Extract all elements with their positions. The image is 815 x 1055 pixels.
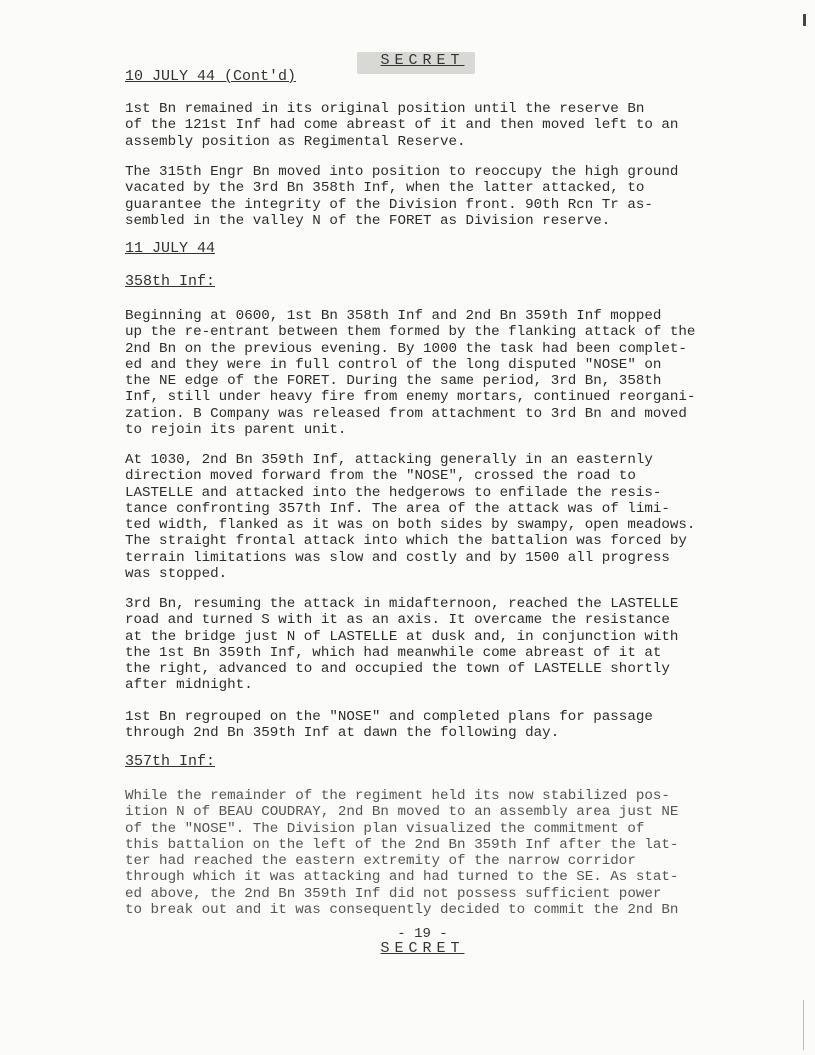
text-line: ition N of BEAU COUDRAY, 2nd Bn moved to an assembly area just NE (125, 804, 679, 821)
text-line: While the remainder of the regiment held its now stabilized pos- (125, 788, 670, 804)
text-line: ter had reached the eastern extremity of the narrow corridor (125, 853, 636, 870)
margin-line (803, 1000, 804, 1050)
text-line: this battalion on the left of the 2nd Bn 359th Inf after the lat- (125, 836, 679, 853)
text-line: to rejoin its parent unit. (125, 422, 347, 439)
text-line: through 2nd Bn 359th Inf at dawn the following day. (125, 725, 560, 742)
text-line: ted width, flanked as it was on both sides by swampy, open meadows. (125, 517, 696, 534)
text-line: The 315th Engr Bn moved into position to reoccupy the high ground (125, 164, 679, 180)
section-heading-358th-inf: 358th Inf: (125, 273, 216, 290)
text-line: the right, advanced to and occupied the town of LASTELLE shortly (125, 661, 670, 678)
text-line: ed and they were in full control of the long disputed "NOSE" on (125, 356, 662, 373)
text-line: after midnight. (125, 677, 253, 694)
section-heading-357th-inf: 357th Inf: (125, 753, 216, 770)
paragraph-1st-bn-reserve (125, 101, 770, 150)
paragraph-at-1030 (125, 452, 770, 582)
text-line: ed above, the 2nd Bn 359th Inf did not possess sufficient power (125, 885, 662, 902)
text-line: up the re-entrant between them formed by the flanking attack of the (125, 324, 696, 341)
text-line: tance confronting 357th Inf. The area of the attack was of limi- (125, 500, 670, 517)
text-line: at the bridge just N of LASTELLE at dusk and, in conjunction with (125, 628, 679, 645)
text-line: Beginning at 0600, 1st Bn 358th Inf and 2nd Bn 359th Inf mopped (125, 308, 662, 324)
paragraph-315th-engr (125, 164, 770, 229)
section-heading-10-july-cont: 10 JULY 44 (Cont'd) (125, 68, 297, 85)
text-line: to break out and it was consequently decided to commit the 2nd Bn (125, 902, 679, 919)
text-line: through which it was attacking and had turned to the SE. As stat- (125, 869, 679, 886)
classification-footer: SECRET (380, 940, 465, 957)
text-line: terrain limitations was slow and costly and by 1500 all progress (125, 549, 670, 566)
text-line: the 1st Bn 359th Inf, which had meanwhile come abreast of it at (125, 644, 662, 661)
text-line: of the "NOSE". The Division plan visualized the commitment of (125, 820, 645, 837)
paragraph-1st-bn-regrouped (125, 709, 770, 742)
paragraph-remainder-of-regiment (125, 788, 770, 918)
margin-mark (803, 14, 806, 26)
text-line: The straight frontal attack into which the battalion was forced by (125, 533, 687, 550)
text-line: was stopped. (125, 566, 228, 583)
text-line: LASTELLE and attacked into the hedgerows to enfilade the resis- (125, 484, 662, 501)
text-line: assembly position as Regimental Reserve. (125, 133, 466, 150)
text-line: guarantee the integrity of the Division front. 90th Rcn Tr as- (125, 196, 653, 213)
text-line: road and turned S with it as an axis. It overcame the resistance (125, 612, 670, 629)
classification-header: SECRET (380, 52, 465, 69)
text-line: 1st Bn remained in its original position until the reserve Bn (125, 101, 645, 117)
text-line: sembled in the valley N of the FORET as Division reserve. (125, 212, 611, 229)
text-line: direction moved forward from the "NOSE", crossed the road to (125, 468, 636, 485)
text-line: 3rd Bn, resuming the attack in midafternoon, reached the LASTELLE (125, 596, 679, 612)
section-heading-11-july: 11 JULY 44 (125, 240, 216, 257)
text-line: the NE edge of the FORET. During the same period, 3rd Bn, 358th (125, 373, 662, 390)
text-line: vacated by the 3rd Bn 358th Inf, when the latter attacked, to (125, 180, 645, 197)
paragraph-beginning-0600 (125, 308, 770, 438)
text-line: zation. B Company was released from attachment to 3rd Bn and moved (125, 405, 687, 422)
text-line: Inf, still under heavy fire from enemy mortars, continued reorgani- (125, 389, 696, 406)
text-line: 1st Bn regrouped on the "NOSE" and completed plans for passage (125, 709, 653, 725)
text-line: At 1030, 2nd Bn 359th Inf, attacking generally in an easternly (125, 452, 653, 468)
text-line: of the 121st Inf had come abreast of it and then moved left to an (125, 117, 679, 134)
page-number: - 19 - (397, 926, 448, 942)
text-line: 2nd Bn on the previous evening. By 1000 the task had been complet- (125, 340, 687, 357)
paragraph-3rd-bn-midafternoon (125, 596, 770, 694)
